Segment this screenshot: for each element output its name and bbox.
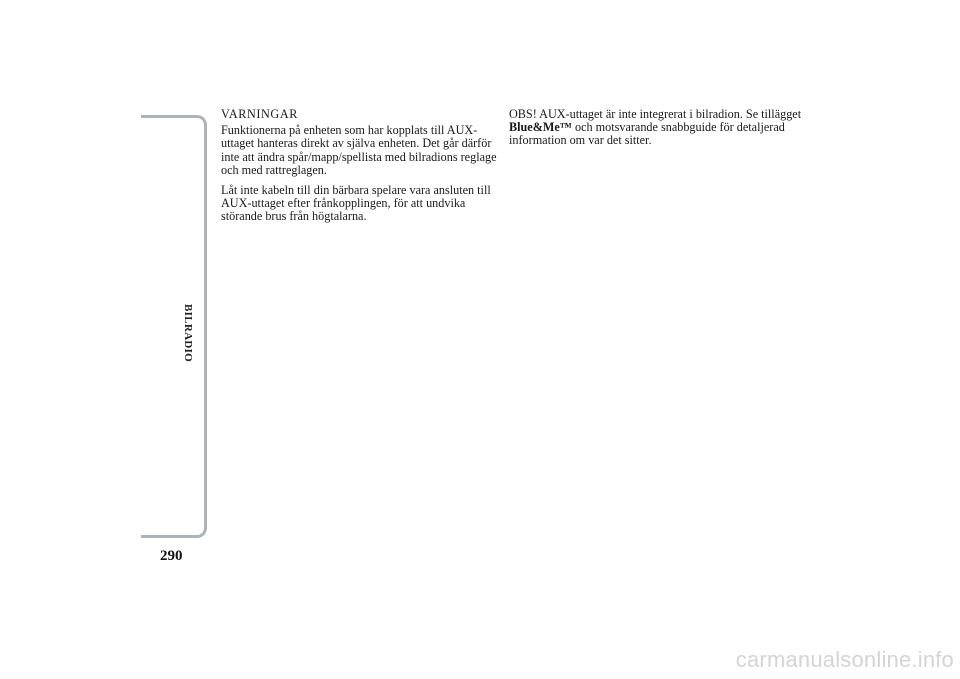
note-column (509, 108, 809, 155)
warning-paragraph: Funktionerna på enheten som har kopplats till AUX-uttaget hanteras direkt av själva enheten. Det går därför inte att ändra spår/mapp/spellista med bilradions reglage och med rattreglagen. (221, 123, 497, 177)
section-tab (178, 298, 198, 368)
note-outro: och motsvarande snabbguide för detaljerad information om var det sitter. (509, 120, 785, 148)
watermark: carmanualsonline.info (735, 647, 954, 672)
warning-paragraph: Låt inte kabeln till din bärbara spelare vara ansluten till AUX-uttaget efter frånkopplingen, för att undvika störande brus från högtalarna. (221, 183, 491, 224)
note-paragraph (509, 108, 809, 148)
page-number: 290 (160, 548, 183, 564)
warnings-column (221, 108, 505, 231)
note-intro: OBS! AUX-uttaget är inte integrerat i bilradion. Se tillägget (509, 107, 802, 121)
warnings-heading: VARNINGAR (221, 107, 298, 121)
section-label: BILRADIO (182, 303, 194, 363)
note-product-name: Blue&Me™ (509, 120, 572, 135)
